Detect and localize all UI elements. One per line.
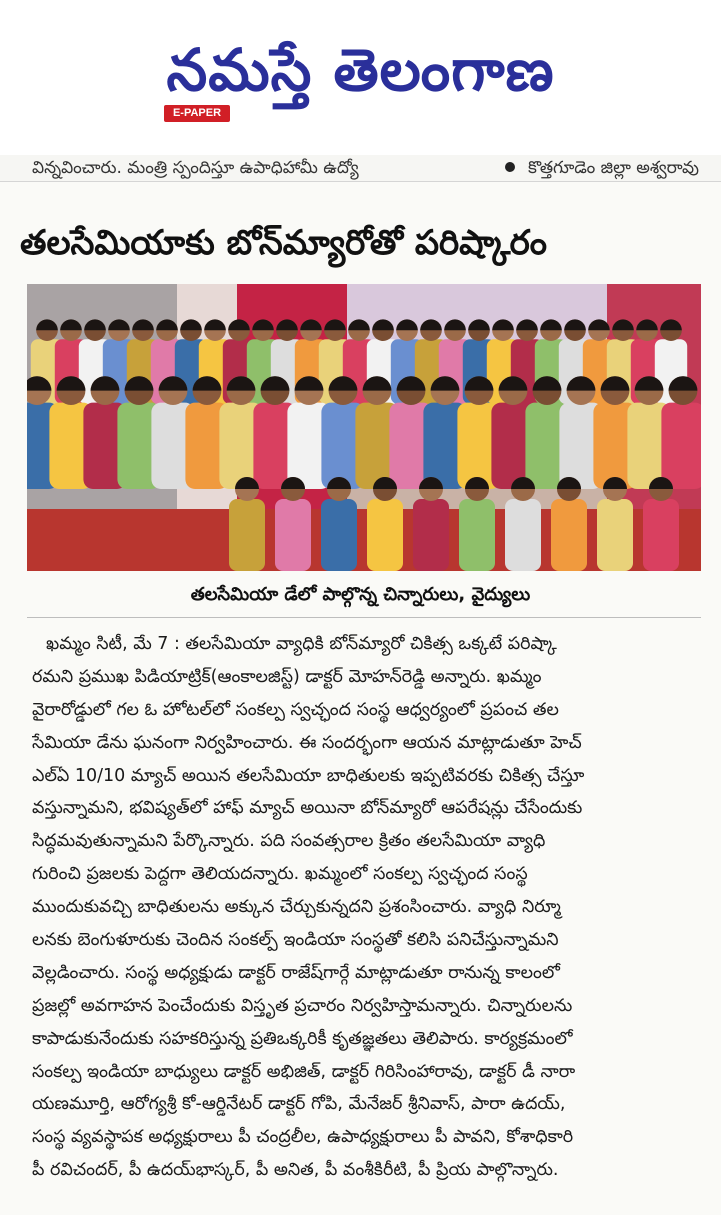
masthead: [0, 0, 721, 155]
body-line: సంకల్ప ఇండియా బాధ్యులు డాక్టర్ అభిజిత్, డాక్టర్ గిరిసింహారావు, డాక్టర్ డీ నారా: [32, 1061, 576, 1082]
body-line: ప్రజల్లో అవగాహన పెంచేందుకు విస్తృత ప్రచారం నిర్వహిస్తామన్నారు. చిన్నారులను: [32, 995, 573, 1016]
article-headline: తలసేమియాకు బోన్‌మ్యారోతో పరిష్కారం: [20, 223, 548, 263]
body-line: రమని ప్రముఖ పిడియాట్రిక్(ఆంకాలజిస్ట్) డాక్టర్ మోహన్‌రెడ్డి అన్నారు. ఖమ్మం: [32, 666, 542, 687]
body-line: ఎల్‌ఏ 10/10 మ్యాచ్ అయిన తలసేమియా బాధితులకు ఇప్పటివరకు చికిత్స చేస్తూ: [32, 765, 585, 786]
photo-caption: తలసేమియా డేలో పాల్గొన్న చిన్నారులు, వైద్యులు: [190, 584, 531, 605]
body-line: ముందుకువచ్చి బాధితులను అక్కున చేర్చుకున్నదని ప్రశంసించారు. వ్యాధి నిర్మూ: [32, 897, 561, 918]
body-line: వైరారోడ్డులో గల ఓ హోటల్‌లో సంకల్ప స్వచ్ఛంద సంస్థ ఆధ్వర్యంలో ప్రపంచ తల: [32, 699, 559, 720]
body-line: గురించి ప్రజలకు పెద్దగా తెలియదన్నారు. ఖమ్మంలో సంకల్ప స్వచ్ఛంద సంస్థ: [32, 864, 528, 885]
body-line: వస్తున్నామని, భవిష్యత్‌లో హాఫ్ మ్యాచ్ అయినా బోన్‌మ్యారో ఆపరేషన్లు చేసేందుకు: [32, 798, 583, 819]
article-body: [32, 628, 704, 1187]
group-photo-icon: [27, 284, 701, 571]
masthead-logo: నమస్తే తెలంగాణ: [166, 36, 555, 104]
bullet-icon: [505, 162, 515, 172]
epaper-badge: E-PAPER: [164, 105, 230, 122]
body-line: సిద్ధమవుతున్నామని పేర్కొన్నారు. పది సంవత్సరాల క్రితం తలసేమియా వ్యాధి: [32, 831, 546, 852]
body-line: పీ రవిచందర్, పీ ఉదయ్‌భాస్కర్, పీ అనిత, పీ వంశీకిరీటి, పీ ప్రియ పాల్గొన్నారు.: [32, 1160, 559, 1181]
previous-article-strip: [0, 155, 721, 182]
body-line: కాపాడుకునేందుకు సహకరిస్తున్న ప్రతిఒక్కరికీ కృతజ్ఞతలు తెలిపారు. కార్యక్రమంలో: [32, 1028, 573, 1049]
caption-divider: [27, 617, 701, 618]
body-line: సంస్థ వ్యవస్థాపక అధ్యక్షురాలు పీ చంద్రలీల, ఉపాధ్యక్షురాలు పీ పావని, కోశాధికారి: [32, 1127, 574, 1148]
article-photo: [27, 284, 701, 571]
previous-article-text-right: కొత్తగూడెం జిల్లా అశ్వరావు: [528, 158, 699, 178]
body-line: లనకు బెంగుళూరుకు చెందిన సంకల్ప్ ఇండియా సంస్థతో కలిసి పనిచేస్తున్నామని: [32, 930, 559, 951]
body-line: సేమియా డేను ఘనంగా నిర్వహించారు. ఈ సందర్భంగా ఆయన మాట్లాడుతూ హెచ్: [32, 732, 582, 753]
body-line: యణమూర్తి, ఆరోగ్యశ్రీ కో-ఆర్డినేటర్ డాక్టర్ గోపి, మేనేజర్ శ్రీనివాస్, పారా ఉదయ్,: [32, 1094, 566, 1115]
previous-article-text-left: విన్నవించారు. మంత్రి స్పందిస్తూ ఉపాధిహామీ ఉద్యో: [32, 158, 359, 178]
body-line: వెల్లడించారు. సంస్థ అధ్యక్షుడు డాక్టర్ రాజేష్‌గార్గే మాట్లాడుతూ రానున్న కాలంలో: [32, 962, 560, 983]
body-line: ఖమ్మం సిటీ, మే 7 : తలసేమియా వ్యాధికి బోన్‌మ్యారో చికిత్స ఒక్కటే పరిష్కా: [46, 634, 557, 654]
